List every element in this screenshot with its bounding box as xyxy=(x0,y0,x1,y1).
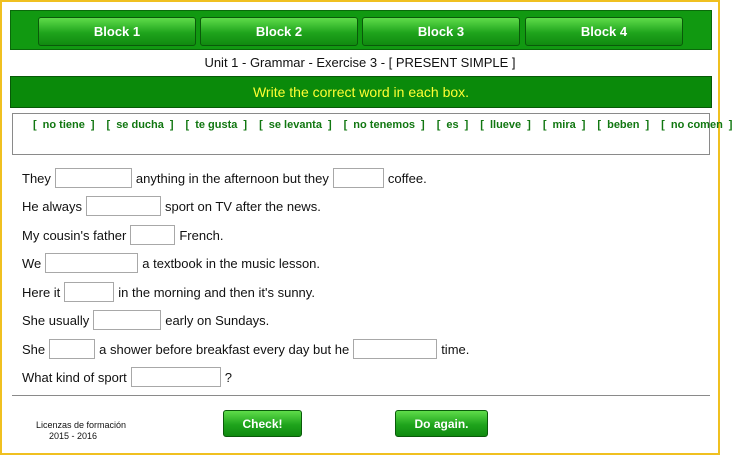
sentence-text: time. xyxy=(441,341,470,357)
bracket-open: [ xyxy=(436,119,441,131)
sentence-text: a shower before breakfast every day but he xyxy=(99,341,350,357)
bracket-open: [ xyxy=(661,119,665,131)
answer-input[interactable] xyxy=(93,310,161,330)
footer-divider xyxy=(12,395,710,396)
sentence-text: She xyxy=(22,341,46,357)
answer-input[interactable] xyxy=(55,168,132,188)
exercise-line-6 xyxy=(22,310,273,330)
exercise-subtitle: Unit 1 - Grammar - Exercise 3 - [ PRESENT SIMPLE ] xyxy=(204,55,516,70)
sentence-text: She usually xyxy=(22,312,90,328)
bracket-close: ] xyxy=(527,119,531,131)
bracket-open: [ xyxy=(185,119,190,131)
sentence-text: coffee. xyxy=(387,170,427,186)
bracket-close: ] xyxy=(243,119,248,131)
answer-input[interactable] xyxy=(45,253,138,273)
word-bank-item[interactable]: beben xyxy=(607,119,640,131)
word-bank xyxy=(12,113,733,155)
do-again-button[interactable]: Do again. xyxy=(395,410,488,437)
answer-input[interactable] xyxy=(86,196,161,216)
word-bank-item[interactable]: no tiene xyxy=(42,119,85,131)
block-4-button[interactable]: Block 4 xyxy=(525,17,683,46)
answer-input[interactable] xyxy=(49,339,95,359)
block-2-button[interactable]: Block 2 xyxy=(200,17,358,46)
check-button[interactable]: Check! xyxy=(223,410,302,437)
sentence-text: in the morning and then it's sunny. xyxy=(118,284,315,300)
bracket-close: ] xyxy=(327,119,332,131)
sentence-text: ? xyxy=(224,369,233,385)
word-bank-item[interactable]: te gusta xyxy=(195,119,238,131)
block-nav-bar xyxy=(10,10,712,50)
exercise-line-5 xyxy=(22,282,319,302)
license-line: Licenzas de formación xyxy=(36,420,127,430)
instruction-banner: Write the correct word in each box. xyxy=(10,76,712,108)
sentence-text: We xyxy=(22,255,42,271)
sentence-text: What kind of sport xyxy=(22,369,127,385)
word-bank-item[interactable]: es xyxy=(446,119,459,131)
word-bank-list xyxy=(27,119,738,131)
answer-input[interactable] xyxy=(333,168,384,188)
sentence-text: My cousin's father xyxy=(22,227,127,243)
license-credit xyxy=(36,420,126,442)
word-bank-item[interactable]: se ducha xyxy=(116,119,164,131)
bracket-close: ] xyxy=(645,119,650,131)
answer-input[interactable] xyxy=(131,367,221,387)
sentence-text: French. xyxy=(179,227,224,243)
bracket-open: [ xyxy=(259,119,263,131)
word-bank-item[interactable]: no tenemos xyxy=(353,119,416,131)
answer-input[interactable] xyxy=(130,225,175,245)
bracket-open: [ xyxy=(343,119,348,131)
sentence-text: anything in the afternoon but they xyxy=(135,170,329,186)
word-bank-item[interactable]: se levanta xyxy=(268,119,322,131)
answer-input[interactable] xyxy=(64,282,114,302)
block-3-button[interactable]: Block 3 xyxy=(362,17,520,46)
exercise-line-1 xyxy=(22,168,431,188)
exercise-line-8 xyxy=(22,367,236,387)
exercise-line-2 xyxy=(22,196,325,216)
word-bank-item[interactable]: no comen xyxy=(670,119,723,131)
bracket-open: [ xyxy=(542,119,547,131)
exercise-line-4 xyxy=(22,253,324,273)
bracket-open: [ xyxy=(480,119,484,131)
sentence-text: He always xyxy=(22,198,82,214)
sentence-text: early on Sundays. xyxy=(165,312,270,328)
bracket-close: ] xyxy=(421,119,425,131)
answer-input[interactable] xyxy=(353,339,437,359)
bracket-open: [ xyxy=(106,119,111,131)
bracket-close: ] xyxy=(169,119,174,131)
exercise-line-3 xyxy=(22,225,227,245)
license-years: 2015 - 2016 xyxy=(49,431,98,441)
bracket-close: ] xyxy=(90,119,95,131)
exercise-line-7 xyxy=(22,339,473,359)
sentence-text: Here it xyxy=(22,284,61,300)
bracket-close: ] xyxy=(581,119,586,131)
block-1-button[interactable]: Block 1 xyxy=(38,17,196,46)
bracket-close: ] xyxy=(464,119,469,131)
bracket-close: ] xyxy=(728,119,733,131)
sentence-text: sport on TV after the news. xyxy=(164,198,321,214)
sentence-text: They xyxy=(22,170,51,186)
sentence-text: a textbook in the music lesson. xyxy=(142,255,321,271)
word-bank-item[interactable]: mira xyxy=(552,119,576,131)
word-bank-item[interactable]: llueve xyxy=(489,119,522,131)
bracket-open: [ xyxy=(597,119,602,131)
bracket-open: [ xyxy=(33,119,37,131)
